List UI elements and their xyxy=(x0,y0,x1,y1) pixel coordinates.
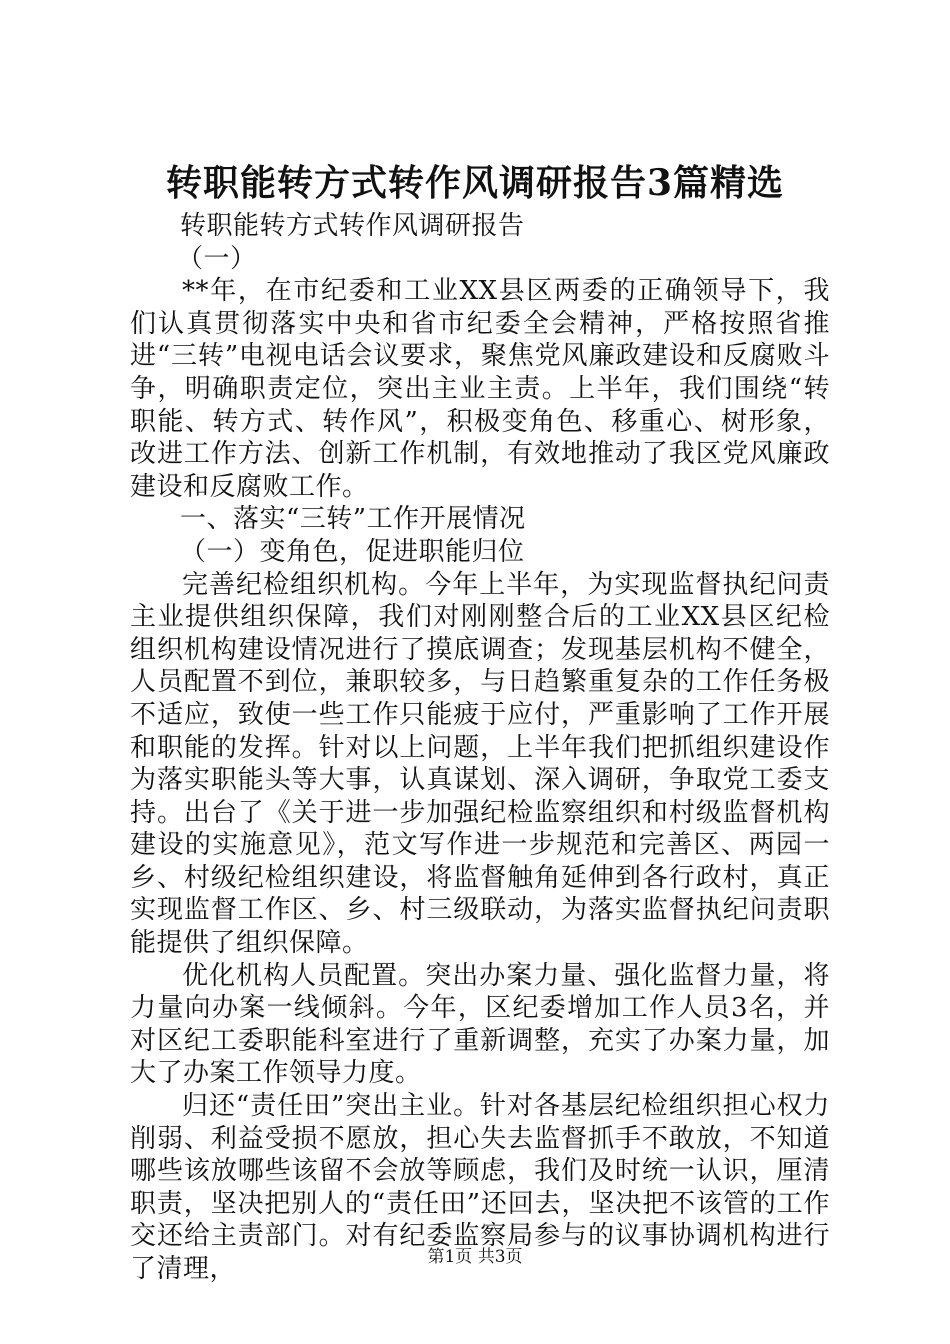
paragraph-organization: 完善纪检组织机构。今年上半年，为实现监督执纪问责主业提供组织保障，我们对刚刚整合后的工业XX县区纪检组织机构建设情况进行了摸底调查；发现基层机构不健全，人员配置不到位，兼职较多，与日趋繁重复杂的工作任务极不适应，致使一些工作只能疲于应付，严重影响了工作开展和职能的发挥。针对以上问题，上半年我们把抓组织建设作为落实职能头等大事，认真谋划、深入调研，争取党工委支持。出台了《关于进一步加强纪检监察组织和村级监督机构建设的实施意见》，范文写作进一步规范和完善区、两园一乡、村级纪检组织建设，将监督触角延伸到各行政村，真正实现监督工作区、乡、村三级联动，为落实监督执纪问责职能提供了组织保障。 xyxy=(130,569,830,959)
paragraph-staffing: 优化机构人员配置。突出办案力量、强化监督力量，将力量向办案一线倾斜。今年，区纪委增加工作人员3名，并对区纪工委职能科室进行了重新调整，充实了办案力量，加大了办案工作领导力度。 xyxy=(130,960,830,1089)
paragraph-intro: **年，在市纪委和工业XX县区两委的正确领导下，我们认真贯彻落实中央和省市纪委全会精神，严格按照省推进“三转”电视电话会议要求，聚焦党风廉政建设和反腐败斗争，明确职责定位，突出主业主责。上半年，我们围绕“转职能、转方式、转作风”，积极变角色、移重心、树形象，改进工作方法、创新工作机制，有效地推动了我区党风廉政建设和反腐败工作。 xyxy=(130,276,830,502)
page-footer: 第1页 共3页 xyxy=(427,1247,523,1267)
document-title: 转职能转方式转作风调研报告3篇精选 xyxy=(165,162,785,204)
document-subtitle: 转职能转方式转作风调研报告 xyxy=(180,211,525,241)
section-heading: 一、落实“三转”工作开展情况 xyxy=(180,504,526,535)
document-body xyxy=(130,210,830,1286)
subsection-heading: （一）变角色，促进职能归位 xyxy=(180,536,525,567)
section-number: （一） xyxy=(177,243,257,274)
paragraph-responsibility: 归还“责任田”突出主业。针对各基层纪检组织担心权力削弱、利益受损不愿放，担心失去监督抓手不敢放，不知道哪些该放哪些该留不会放等顾虑，我们及时统一认识，厘清职责，坚决把别人的“责任田”还回去，坚决把不该管的工作交还给主责部门。对有纪委监察局参与的议事协调机构进行了清理， xyxy=(130,1091,830,1284)
